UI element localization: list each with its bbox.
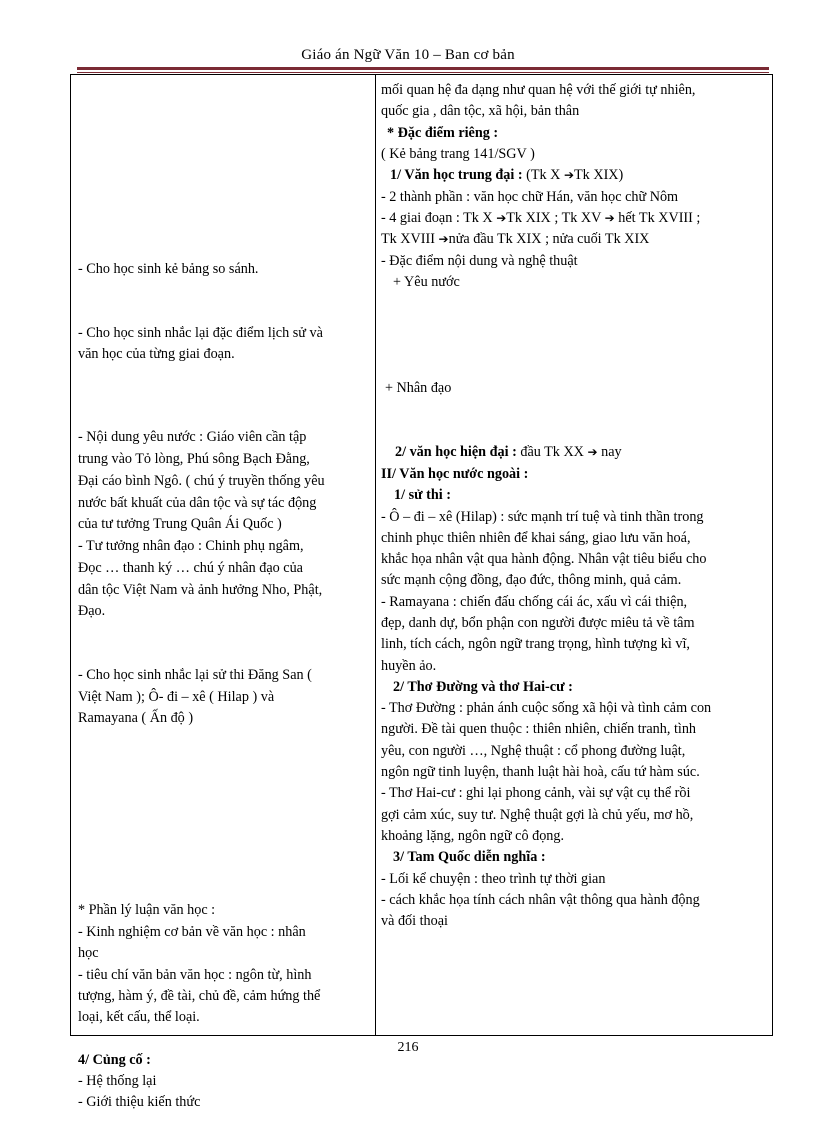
text-line: - Giới thiệu kiến thức [78, 1094, 201, 1110]
teacher-activity-column [78, 75, 368, 1110]
text-line: - Thơ Đường : phản ánh cuộc sống xã hội và tình cảm con [381, 700, 712, 716]
text-line [381, 208, 700, 229]
text-line: yêu, con người …, Nghệ thuật : cổ phong đường luật, [381, 743, 686, 759]
text-line: Ramayana ( Ấn độ ) [78, 710, 194, 726]
section-heading: 4/ Củng cố : [78, 1052, 151, 1068]
page-number: 216 [397, 1040, 419, 1055]
text-line: nước bất khuất của dân tộc và sự tác động [78, 495, 317, 511]
text-fragment: nửa đầu Tk XIX ; nửa cuối Tk XIX [448, 231, 650, 247]
text-line: sức mạnh cộng đồng, đạo đức, thông minh, quả cảm. [381, 572, 682, 588]
text-line: khắc họa nhân vật qua hành động. Nhân vật tiêu biểu cho [381, 551, 707, 567]
text-line: - Nội dung yêu nước : Giáo viên cần tập [78, 429, 307, 445]
arrow-right-icon: ➔ [604, 211, 615, 225]
text-line: ( Kẻ bảng trang 141/SGV ) [381, 146, 535, 162]
text-line: - 2 thành phần : văn học chữ Hán, văn học chữ Nôm [381, 189, 679, 205]
text-line: ngôn ngữ tinh luyện, thanh luật hài hoà, cấu tứ hàm súc. [381, 764, 700, 780]
section-heading: 1/ Văn học trung đại : [390, 167, 523, 183]
section-heading: * Đặc điểm riêng : [387, 125, 499, 141]
text-line: - Thơ Hai-cư : ghi lại phong cảnh, vài sự vật cụ thể rồi [381, 785, 691, 801]
text-line: - tiêu chí văn bản văn học : ngôn từ, hình [78, 967, 312, 983]
text-line: của tư tưởng Trung Quân Ái Quốc ) [78, 516, 282, 532]
text-line: linh, tích cách, ngôn ngữ trang trọng, hình tượng kì vĩ, [381, 636, 690, 652]
text-line: Đọc … thanh ký … chú ý nhân đạo của [78, 560, 303, 576]
text-line: tượng, hàm ý, đề tài, chủ đề, cảm hứng thể [78, 988, 321, 1004]
text-line [390, 165, 623, 186]
text-line [395, 442, 622, 463]
text-line: và đối thoại [381, 913, 448, 929]
section-heading: 1/ sử thi : [394, 487, 451, 503]
text-line: - Ramayana : chiến đấu chống cái ác, xấu vì cái thiện, [381, 594, 688, 610]
text-line: Đại cáo bình Ngô. ( chú ý truyền thống yêu [78, 473, 325, 489]
text-line: đẹp, danh dự, bổn phận con người được miêu tả về tâm [381, 615, 695, 631]
text-line: * Phần lý luận văn học : [78, 902, 216, 918]
text-line: học [78, 945, 99, 961]
arrow-right-icon: ➔ [496, 211, 507, 225]
text-line: dân tộc Việt Nam và ảnh hưởng Nho, Phật, [78, 582, 323, 598]
text-line: khoảng lặng, ngôn ngữ cô đọng. [381, 828, 565, 844]
text-line: Việt Nam ); Ô- đi – xê ( Hilap ) và [78, 689, 275, 705]
text-line: - Hệ thống lại [78, 1073, 157, 1089]
text-line: chinh phục thiên nhiên để khai sáng, giao lưu văn hoá, [381, 530, 691, 546]
text-line: - Cho học sinh nhắc lại đặc điểm lịch sử và [78, 325, 323, 341]
text-fragment: Tk XIX) [574, 167, 624, 183]
header-rule-thin [77, 72, 769, 73]
text-line: gợi cảm xúc, suy tư. Nghệ thuật gợi là chủ yếu, mơ hồ, [381, 807, 694, 823]
section-heading: II/ Văn học nước ngoài : [381, 466, 529, 482]
column-divider [375, 75, 376, 1035]
text-fragment: - 4 giai đoạn : Tk X [381, 210, 493, 226]
text-line: quốc gia , dân tộc, xã hội, bản thân [381, 103, 580, 119]
text-line [381, 229, 649, 250]
text-fragment: nay [601, 444, 622, 460]
text-line: huyền ảo. [381, 658, 437, 674]
section-heading: 2/ văn học hiện đại : [395, 444, 517, 460]
section-heading: 2/ Thơ Đường và thơ Hai-cư : [393, 679, 573, 695]
text-line: + Nhân đạo [385, 380, 452, 396]
text-line: Đạo. [78, 603, 106, 619]
text-fragment: Tk XVIII [381, 231, 435, 247]
text-line: văn học của từng giai đoạn. [78, 346, 235, 362]
text-line: - Đặc điểm nội dung và nghệ thuật [381, 253, 578, 269]
text-fragment: Tk XIX ; Tk XV [506, 210, 602, 226]
page-header: Giáo án Ngữ Văn 10 – Ban cơ bản [301, 47, 515, 63]
arrow-right-icon: ➔ [563, 168, 575, 182]
header-rule-thick [77, 67, 769, 70]
arrow-right-icon: ➔ [438, 232, 449, 246]
text-line: - Ô – đi – xê (Hilap) : sức mạnh trí tuệ và tinh thần trong [381, 509, 704, 525]
text-line: - Cho học sinh nhắc lại sử thi Đăng San ( [78, 667, 312, 683]
text-fragment: hết Tk XVIII ; [618, 210, 701, 226]
text-line: - Tư tưởng nhân đạo : Chinh phụ ngâm, [78, 538, 304, 554]
text-line: loại, kết cấu, thể loại. [78, 1009, 200, 1025]
text-line: người. Đề tài quen thuộc : thiên nhiên, chiến tranh, tình [381, 721, 697, 737]
text-line: - cách khắc họa tính cách nhân vật thông qua hành động [381, 892, 700, 908]
text-line: - Kinh nghiệm cơ bản về văn học : nhân [78, 924, 306, 940]
text-fragment: (Tk X [526, 167, 561, 183]
arrow-right-icon: ➔ [587, 445, 598, 459]
text-line: - Cho học sinh kẻ bảng so sánh. [78, 261, 259, 277]
text-line: mối quan hệ đa dạng như quan hệ với thế giới tự nhiên, [381, 82, 696, 98]
text-line: - Lối kể chuyện : theo trình tự thời gian [381, 871, 606, 887]
text-fragment: đầu Tk XX [520, 444, 584, 460]
text-line: + Yêu nước [393, 274, 460, 290]
content-column [381, 75, 769, 1035]
text-line: trung vào Tỏ lòng, Phú sông Bạch Đằng, [78, 451, 310, 467]
section-heading: 3/ Tam Quốc diễn nghĩa : [393, 849, 546, 865]
